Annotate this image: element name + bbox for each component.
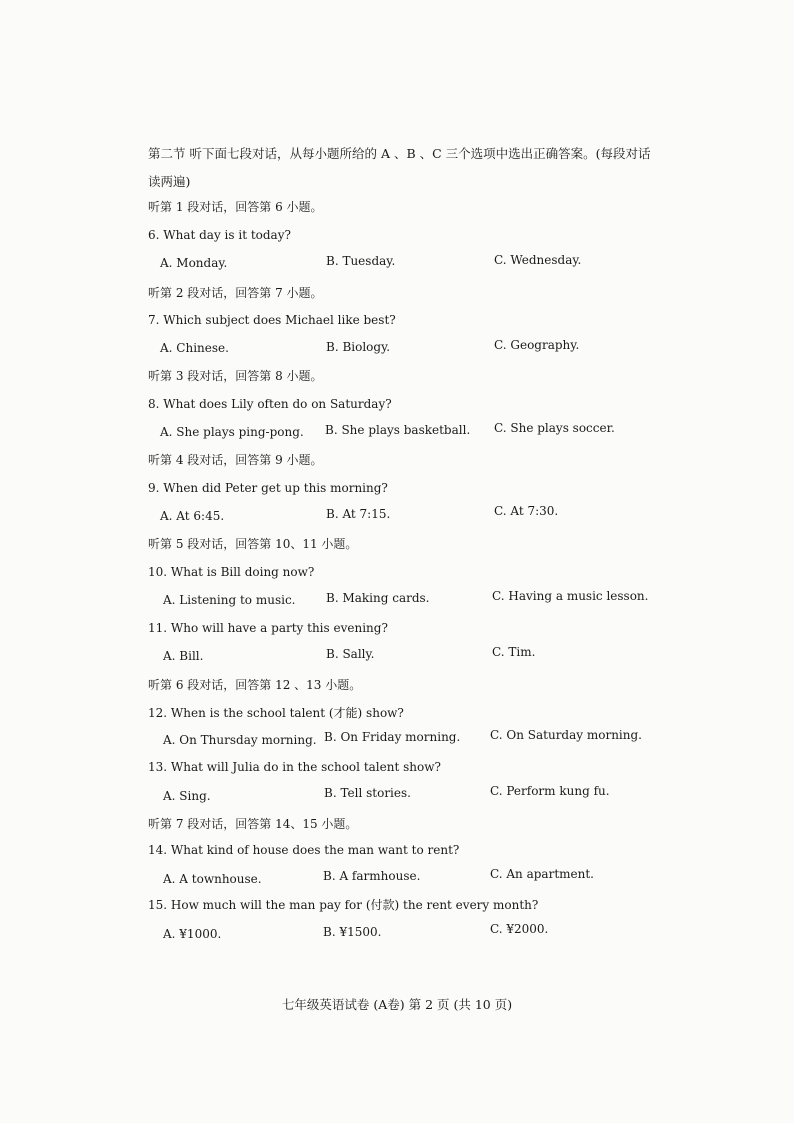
- question-14: 14. What kind of house does the man want to rent?: [148, 843, 460, 857]
- q10-option-b: B. Making cards.: [326, 591, 430, 605]
- question-8: 8. What does Lily often do on Saturday?: [148, 397, 392, 411]
- question-13: 13. What will Julia do in the school talent show?: [148, 760, 441, 774]
- q8-option-b: B. She plays basketball.: [325, 423, 471, 437]
- question-6: 6. What day is it today?: [148, 228, 291, 242]
- dialogue-header-5: 听第 5 段对话，回答第 10、11 小题。: [148, 537, 358, 551]
- q6-option-a: A. Monday.: [160, 256, 228, 270]
- q13-option-c: C. Perform kung fu.: [490, 784, 610, 798]
- q15-option-c: C. ¥2000.: [490, 922, 549, 936]
- dialogue-header-6: 听第 6 段对话，回答第 12 、13 小题。: [148, 678, 362, 692]
- q13-option-a: A. Sing.: [163, 789, 211, 803]
- q9-option-b: B. At 7:15.: [326, 507, 391, 521]
- q7-option-b: B. Biology.: [326, 340, 391, 354]
- q14-option-b: B. A farmhouse.: [323, 869, 421, 883]
- q10-option-a: A. Listening to music.: [163, 593, 296, 607]
- q6-option-b: B. Tuesday.: [326, 254, 396, 268]
- question-15: 15. How much will the man pay for (付款) the rent every month?: [148, 898, 539, 912]
- dialogue-header-2: 听第 2 段对话，回答第 7 小题。: [148, 286, 323, 300]
- q8-option-a: A. She plays ping-pong.: [160, 425, 304, 439]
- q12-option-c: C. On Saturday morning.: [490, 728, 642, 742]
- section-instructions: 第二节 听下面七段对话，从每小题所给的 A 、B 、C 三个选项中选出正确答案。(每段对话读两遍): [148, 146, 651, 189]
- question-10: 10. What is Bill doing now?: [148, 565, 315, 579]
- q11-option-c: C. Tim.: [492, 645, 536, 659]
- q14-option-c: C. An apartment.: [490, 867, 594, 881]
- q15-option-b: B. ¥1500.: [323, 925, 382, 939]
- q14-option-a: A. A townhouse.: [163, 872, 262, 886]
- q7-option-c: C. Geography.: [494, 338, 580, 352]
- q8-option-c: C. She plays soccer.: [494, 421, 615, 435]
- dialogue-header-7: 听第 7 段对话，回答第 14、15 小题。: [148, 817, 358, 831]
- q11-option-b: B. Sally.: [326, 647, 375, 661]
- q10-option-c: C. Having a music lesson.: [492, 589, 649, 603]
- q7-option-a: A. Chinese.: [160, 341, 229, 355]
- q11-option-a: A. Bill.: [163, 649, 204, 663]
- q9-option-c: C. At 7:30.: [494, 504, 559, 518]
- q13-option-b: B. Tell stories.: [324, 786, 411, 800]
- dialogue-header-1: 听第 1 段对话，回答第 6 小题。: [148, 200, 323, 214]
- q12-option-b: B. On Friday morning.: [324, 730, 461, 744]
- q6-option-c: C. Wednesday.: [494, 253, 582, 267]
- question-7: 7. Which subject does Michael like best?: [148, 313, 396, 327]
- dialogue-header-4: 听第 4 段对话，回答第 9 小题。: [148, 453, 323, 467]
- question-9: 9. When did Peter get up this morning?: [148, 481, 388, 495]
- question-12: 12. When is the school talent (才能) show?: [148, 706, 404, 720]
- question-11: 11. Who will have a party this evening?: [148, 621, 388, 635]
- q9-option-a: A. At 6:45.: [160, 509, 225, 523]
- page-footer: 七年级英语试卷 (A卷) 第 2 页 (共 10 页): [281, 997, 513, 1012]
- q12-option-a: A. On Thursday morning.: [163, 733, 317, 747]
- dialogue-header-3: 听第 3 段对话，回答第 8 小题。: [148, 369, 323, 383]
- q15-option-a: A. ¥1000.: [163, 927, 222, 941]
